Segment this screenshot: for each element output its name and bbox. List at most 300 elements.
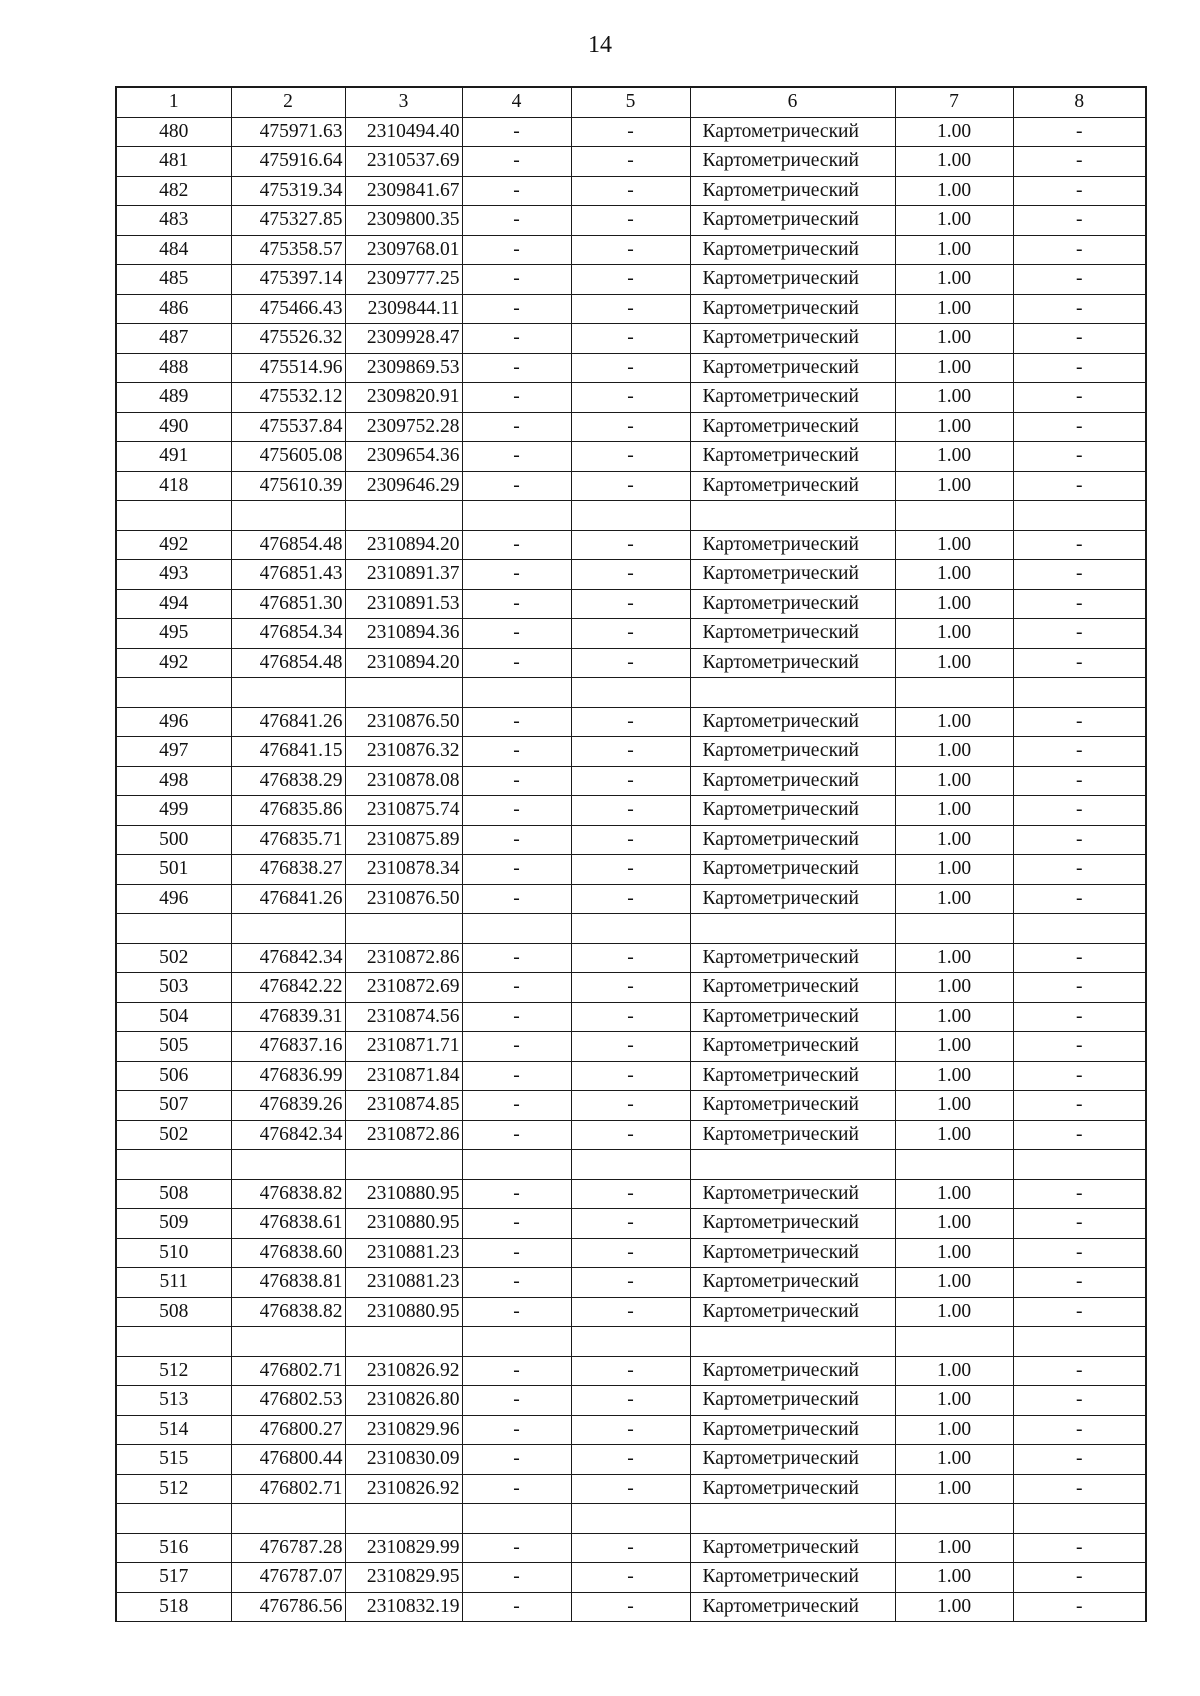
method-cell: Картометрический: [690, 884, 895, 914]
method-cell: Картометрический: [690, 383, 895, 413]
method-cell: Картометрический: [690, 1533, 895, 1563]
column-8-cell: -: [1013, 324, 1146, 354]
accuracy-cell: 1.00: [895, 1061, 1013, 1091]
column-5-cell: -: [571, 1179, 690, 1209]
x-coordinate-cell: 476838.81: [231, 1268, 345, 1298]
accuracy-cell: 1.00: [895, 235, 1013, 265]
table-row: [116, 1120, 1146, 1150]
y-coordinate-cell: 2310829.96: [345, 1415, 462, 1445]
point-number-cell: 486: [116, 294, 231, 324]
point-number-cell: 512: [116, 1356, 231, 1386]
column-4-cell: -: [462, 707, 571, 737]
method-cell: [690, 501, 895, 531]
column-5-cell: -: [571, 855, 690, 885]
column-4-cell: [462, 501, 571, 531]
point-number-cell: 493: [116, 560, 231, 590]
column-4-cell: -: [462, 1592, 571, 1622]
column-8-cell: -: [1013, 1533, 1146, 1563]
column-4-cell: -: [462, 737, 571, 767]
column-8-cell: [1013, 1150, 1146, 1180]
method-cell: [690, 1150, 895, 1180]
column-8-cell: -: [1013, 796, 1146, 826]
point-number-cell: 497: [116, 737, 231, 767]
y-coordinate-cell: 2310826.80: [345, 1386, 462, 1416]
column-4-cell: -: [462, 206, 571, 236]
accuracy-cell: 1.00: [895, 353, 1013, 383]
accuracy-cell: 1.00: [895, 1415, 1013, 1445]
method-cell: Картометрический: [690, 855, 895, 885]
column-4-cell: -: [462, 1474, 571, 1504]
x-coordinate-cell: 476800.27: [231, 1415, 345, 1445]
method-cell: Картометрический: [690, 324, 895, 354]
column-4-cell: -: [462, 147, 571, 177]
accuracy-cell: [895, 1150, 1013, 1180]
table-row: [116, 619, 1146, 649]
point-number-cell: 499: [116, 796, 231, 826]
point-number-cell: 418: [116, 471, 231, 501]
y-coordinate-cell: 2310872.86: [345, 1120, 462, 1150]
column-4-cell: -: [462, 1415, 571, 1445]
x-coordinate-cell: 476842.34: [231, 1120, 345, 1150]
column-8-cell: -: [1013, 176, 1146, 206]
point-number-cell: 502: [116, 1120, 231, 1150]
column-5-cell: -: [571, 796, 690, 826]
x-coordinate-cell: 475532.12: [231, 383, 345, 413]
column-4-cell: -: [462, 1032, 571, 1062]
column-5-cell: -: [571, 117, 690, 147]
separator-row: [116, 501, 1146, 531]
x-coordinate-cell: 476838.82: [231, 1297, 345, 1327]
column-4-cell: -: [462, 796, 571, 826]
column-header: 5: [571, 87, 690, 117]
x-coordinate-cell: [231, 914, 345, 944]
accuracy-cell: 1.00: [895, 855, 1013, 885]
column-5-cell: -: [571, 648, 690, 678]
column-5-cell: -: [571, 176, 690, 206]
column-5-cell: -: [571, 412, 690, 442]
accuracy-cell: 1.00: [895, 1120, 1013, 1150]
point-number-cell: 506: [116, 1061, 231, 1091]
accuracy-cell: 1.00: [895, 147, 1013, 177]
y-coordinate-cell: 2310876.50: [345, 707, 462, 737]
column-4-cell: -: [462, 265, 571, 295]
column-4-cell: -: [462, 648, 571, 678]
y-coordinate-cell: [345, 1150, 462, 1180]
y-coordinate-cell: 2310826.92: [345, 1474, 462, 1504]
table-row: [116, 1238, 1146, 1268]
column-header: 2: [231, 87, 345, 117]
table-row: [116, 206, 1146, 236]
x-coordinate-cell: 475514.96: [231, 353, 345, 383]
column-5-cell: -: [571, 1592, 690, 1622]
method-cell: Картометрический: [690, 1209, 895, 1239]
table-row: [116, 442, 1146, 472]
accuracy-cell: 1.00: [895, 560, 1013, 590]
accuracy-cell: 1.00: [895, 471, 1013, 501]
accuracy-cell: [895, 914, 1013, 944]
point-number-cell: 495: [116, 619, 231, 649]
x-coordinate-cell: 476837.16: [231, 1032, 345, 1062]
column-5-cell: -: [571, 825, 690, 855]
x-coordinate-cell: 476802.71: [231, 1474, 345, 1504]
table-row: [116, 1474, 1146, 1504]
table-row: [116, 383, 1146, 413]
column-5-cell: -: [571, 442, 690, 472]
accuracy-cell: 1.00: [895, 383, 1013, 413]
method-cell: Картометрический: [690, 1238, 895, 1268]
column-4-cell: -: [462, 353, 571, 383]
accuracy-cell: 1.00: [895, 973, 1013, 1003]
column-4-cell: [462, 678, 571, 708]
method-cell: Картометрический: [690, 294, 895, 324]
column-8-cell: [1013, 1327, 1146, 1357]
method-cell: [690, 678, 895, 708]
method-cell: Картометрический: [690, 1474, 895, 1504]
point-number-cell: 517: [116, 1563, 231, 1593]
x-coordinate-cell: 476838.29: [231, 766, 345, 796]
y-coordinate-cell: 2310829.95: [345, 1563, 462, 1593]
x-coordinate-cell: 475397.14: [231, 265, 345, 295]
column-header: 8: [1013, 87, 1146, 117]
x-coordinate-cell: 476786.56: [231, 1592, 345, 1622]
x-coordinate-cell: 475358.57: [231, 235, 345, 265]
y-coordinate-cell: 2309928.47: [345, 324, 462, 354]
accuracy-cell: 1.00: [895, 589, 1013, 619]
accuracy-cell: [895, 501, 1013, 531]
y-coordinate-cell: 2309844.11: [345, 294, 462, 324]
x-coordinate-cell: 476800.44: [231, 1445, 345, 1475]
column-8-cell: -: [1013, 1209, 1146, 1239]
point-number-cell: 492: [116, 648, 231, 678]
x-coordinate-cell: 476787.07: [231, 1563, 345, 1593]
point-number-cell: 483: [116, 206, 231, 236]
point-number-cell: 498: [116, 766, 231, 796]
x-coordinate-cell: 476851.43: [231, 560, 345, 590]
y-coordinate-cell: 2310878.34: [345, 855, 462, 885]
method-cell: Картометрический: [690, 1061, 895, 1091]
method-cell: Картометрический: [690, 1415, 895, 1445]
table-row: [116, 648, 1146, 678]
y-coordinate-cell: [345, 501, 462, 531]
method-cell: Картометрический: [690, 1356, 895, 1386]
accuracy-cell: [895, 678, 1013, 708]
point-number-cell: 510: [116, 1238, 231, 1268]
header-row: [116, 87, 1146, 117]
column-4-cell: -: [462, 1209, 571, 1239]
column-4-cell: -: [462, 1120, 571, 1150]
y-coordinate-cell: 2310871.84: [345, 1061, 462, 1091]
table-row: [116, 1297, 1146, 1327]
point-number-cell: [116, 501, 231, 531]
column-8-cell: -: [1013, 1415, 1146, 1445]
point-number-cell: 485: [116, 265, 231, 295]
column-4-cell: -: [462, 1356, 571, 1386]
accuracy-cell: 1.00: [895, 648, 1013, 678]
table-row: [116, 530, 1146, 560]
column-8-cell: -: [1013, 1445, 1146, 1475]
method-cell: Картометрический: [690, 648, 895, 678]
column-4-cell: -: [462, 589, 571, 619]
method-cell: Картометрический: [690, 530, 895, 560]
method-cell: Картометрический: [690, 796, 895, 826]
y-coordinate-cell: 2309800.35: [345, 206, 462, 236]
table-row: [116, 737, 1146, 767]
x-coordinate-cell: 476841.26: [231, 707, 345, 737]
column-4-cell: [462, 1327, 571, 1357]
method-cell: Картометрический: [690, 825, 895, 855]
accuracy-cell: 1.00: [895, 737, 1013, 767]
column-8-cell: -: [1013, 117, 1146, 147]
accuracy-cell: 1.00: [895, 796, 1013, 826]
table-row: [116, 855, 1146, 885]
column-8-cell: -: [1013, 884, 1146, 914]
y-coordinate-cell: 2310874.56: [345, 1002, 462, 1032]
table-row: [116, 1091, 1146, 1121]
y-coordinate-cell: 2310829.99: [345, 1533, 462, 1563]
x-coordinate-cell: 476854.48: [231, 530, 345, 560]
x-coordinate-cell: 476841.15: [231, 737, 345, 767]
accuracy-cell: 1.00: [895, 1592, 1013, 1622]
x-coordinate-cell: [231, 1150, 345, 1180]
x-coordinate-cell: 475327.85: [231, 206, 345, 236]
page-number: 14: [588, 32, 612, 58]
point-number-cell: 512: [116, 1474, 231, 1504]
column-8-cell: [1013, 678, 1146, 708]
method-cell: Картометрический: [690, 442, 895, 472]
column-4-cell: -: [462, 1563, 571, 1593]
column-8-cell: -: [1013, 1356, 1146, 1386]
column-8-cell: -: [1013, 619, 1146, 649]
method-cell: Картометрический: [690, 1297, 895, 1327]
table-row: [116, 412, 1146, 442]
x-coordinate-cell: [231, 678, 345, 708]
y-coordinate-cell: 2310880.95: [345, 1209, 462, 1239]
x-coordinate-cell: [231, 1327, 345, 1357]
point-number-cell: [116, 1150, 231, 1180]
method-cell: Картометрический: [690, 1386, 895, 1416]
column-5-cell: -: [571, 1091, 690, 1121]
x-coordinate-cell: 476836.99: [231, 1061, 345, 1091]
accuracy-cell: 1.00: [895, 943, 1013, 973]
accuracy-cell: 1.00: [895, 442, 1013, 472]
x-coordinate-cell: 475971.63: [231, 117, 345, 147]
column-4-cell: -: [462, 1445, 571, 1475]
table-row: [116, 471, 1146, 501]
accuracy-cell: 1.00: [895, 176, 1013, 206]
coordinates-table: [115, 86, 1147, 1622]
column-4-cell: -: [462, 766, 571, 796]
column-4-cell: -: [462, 442, 571, 472]
x-coordinate-cell: 476838.82: [231, 1179, 345, 1209]
column-4-cell: -: [462, 855, 571, 885]
column-8-cell: -: [1013, 737, 1146, 767]
y-coordinate-cell: 2310881.23: [345, 1238, 462, 1268]
column-5-cell: [571, 501, 690, 531]
point-number-cell: 507: [116, 1091, 231, 1121]
column-8-cell: -: [1013, 589, 1146, 619]
method-cell: Картометрический: [690, 619, 895, 649]
column-5-cell: -: [571, 1563, 690, 1593]
accuracy-cell: 1.00: [895, 1268, 1013, 1298]
y-coordinate-cell: 2309646.29: [345, 471, 462, 501]
table-body: [116, 87, 1146, 1622]
column-4-cell: -: [462, 619, 571, 649]
method-cell: Картометрический: [690, 353, 895, 383]
column-8-cell: -: [1013, 1592, 1146, 1622]
column-5-cell: [571, 914, 690, 944]
x-coordinate-cell: 476841.26: [231, 884, 345, 914]
column-4-cell: -: [462, 560, 571, 590]
accuracy-cell: 1.00: [895, 530, 1013, 560]
column-8-cell: -: [1013, 147, 1146, 177]
accuracy-cell: 1.00: [895, 1032, 1013, 1062]
x-coordinate-cell: 476851.30: [231, 589, 345, 619]
table-row: [116, 1268, 1146, 1298]
column-8-cell: -: [1013, 530, 1146, 560]
column-8-cell: -: [1013, 648, 1146, 678]
y-coordinate-cell: 2310874.85: [345, 1091, 462, 1121]
point-number-cell: 482: [116, 176, 231, 206]
method-cell: Картометрический: [690, 560, 895, 590]
table-row: [116, 235, 1146, 265]
y-coordinate-cell: 2310894.20: [345, 530, 462, 560]
method-cell: Картометрический: [690, 707, 895, 737]
column-5-cell: -: [571, 560, 690, 590]
y-coordinate-cell: 2310880.95: [345, 1297, 462, 1327]
y-coordinate-cell: 2310878.08: [345, 766, 462, 796]
column-5-cell: -: [571, 737, 690, 767]
y-coordinate-cell: 2310894.20: [345, 648, 462, 678]
x-coordinate-cell: 475537.84: [231, 412, 345, 442]
method-cell: Картометрический: [690, 412, 895, 442]
accuracy-cell: 1.00: [895, 1445, 1013, 1475]
column-8-cell: -: [1013, 560, 1146, 590]
column-5-cell: -: [571, 471, 690, 501]
column-5-cell: -: [571, 1356, 690, 1386]
accuracy-cell: 1.00: [895, 206, 1013, 236]
column-8-cell: -: [1013, 294, 1146, 324]
point-number-cell: 500: [116, 825, 231, 855]
column-4-cell: -: [462, 471, 571, 501]
column-8-cell: -: [1013, 442, 1146, 472]
table-row: [116, 589, 1146, 619]
y-coordinate-cell: [345, 678, 462, 708]
column-5-cell: -: [571, 1268, 690, 1298]
table-row: [116, 147, 1146, 177]
column-5-cell: [571, 1327, 690, 1357]
column-8-cell: [1013, 1504, 1146, 1534]
column-8-cell: -: [1013, 1120, 1146, 1150]
point-number-cell: 508: [116, 1179, 231, 1209]
column-5-cell: -: [571, 589, 690, 619]
point-number-cell: 515: [116, 1445, 231, 1475]
separator-row: [116, 914, 1146, 944]
method-cell: Картометрический: [690, 471, 895, 501]
column-8-cell: -: [1013, 235, 1146, 265]
column-8-cell: -: [1013, 1563, 1146, 1593]
x-coordinate-cell: 476835.71: [231, 825, 345, 855]
y-coordinate-cell: 2310832.19: [345, 1592, 462, 1622]
accuracy-cell: 1.00: [895, 1091, 1013, 1121]
column-8-cell: -: [1013, 412, 1146, 442]
column-5-cell: -: [571, 206, 690, 236]
x-coordinate-cell: 475526.32: [231, 324, 345, 354]
column-5-cell: -: [571, 294, 690, 324]
accuracy-cell: [895, 1327, 1013, 1357]
column-5-cell: -: [571, 1533, 690, 1563]
column-5-cell: -: [571, 235, 690, 265]
y-coordinate-cell: 2310880.95: [345, 1179, 462, 1209]
table-row: [116, 176, 1146, 206]
column-8-cell: -: [1013, 1091, 1146, 1121]
point-number-cell: 505: [116, 1032, 231, 1062]
table-row: [116, 1592, 1146, 1622]
point-number-cell: 516: [116, 1533, 231, 1563]
column-4-cell: -: [462, 825, 571, 855]
column-4-cell: -: [462, 1533, 571, 1563]
column-4-cell: -: [462, 412, 571, 442]
point-number-cell: 491: [116, 442, 231, 472]
y-coordinate-cell: [345, 1327, 462, 1357]
point-number-cell: 504: [116, 1002, 231, 1032]
column-8-cell: -: [1013, 1268, 1146, 1298]
column-8-cell: -: [1013, 353, 1146, 383]
y-coordinate-cell: 2310894.36: [345, 619, 462, 649]
y-coordinate-cell: 2310881.23: [345, 1268, 462, 1298]
column-header: 6: [690, 87, 895, 117]
x-coordinate-cell: [231, 501, 345, 531]
column-8-cell: -: [1013, 707, 1146, 737]
accuracy-cell: 1.00: [895, 1002, 1013, 1032]
column-8-cell: -: [1013, 265, 1146, 295]
accuracy-cell: 1.00: [895, 1238, 1013, 1268]
column-4-cell: -: [462, 1179, 571, 1209]
column-4-cell: -: [462, 176, 571, 206]
method-cell: Картометрический: [690, 1091, 895, 1121]
point-number-cell: 484: [116, 235, 231, 265]
table-row: [116, 1061, 1146, 1091]
method-cell: Картометрический: [690, 1002, 895, 1032]
column-8-cell: -: [1013, 973, 1146, 1003]
column-5-cell: -: [571, 1297, 690, 1327]
column-5-cell: -: [571, 1209, 690, 1239]
column-4-cell: -: [462, 117, 571, 147]
column-5-cell: -: [571, 147, 690, 177]
method-cell: Картометрический: [690, 206, 895, 236]
column-5-cell: -: [571, 973, 690, 1003]
table-row: [116, 1533, 1146, 1563]
table-row: [116, 1209, 1146, 1239]
y-coordinate-cell: 2310826.92: [345, 1356, 462, 1386]
x-coordinate-cell: 476838.61: [231, 1209, 345, 1239]
point-number-cell: 496: [116, 884, 231, 914]
column-5-cell: [571, 1150, 690, 1180]
column-4-cell: [462, 1504, 571, 1534]
table-row: [116, 294, 1146, 324]
column-8-cell: -: [1013, 1474, 1146, 1504]
column-8-cell: -: [1013, 206, 1146, 236]
table-row: [116, 1356, 1146, 1386]
method-cell: Картометрический: [690, 766, 895, 796]
accuracy-cell: 1.00: [895, 1533, 1013, 1563]
y-coordinate-cell: 2309768.01: [345, 235, 462, 265]
method-cell: [690, 914, 895, 944]
method-cell: [690, 1327, 895, 1357]
point-number-cell: 508: [116, 1297, 231, 1327]
column-8-cell: -: [1013, 1297, 1146, 1327]
column-4-cell: -: [462, 235, 571, 265]
column-4-cell: [462, 914, 571, 944]
